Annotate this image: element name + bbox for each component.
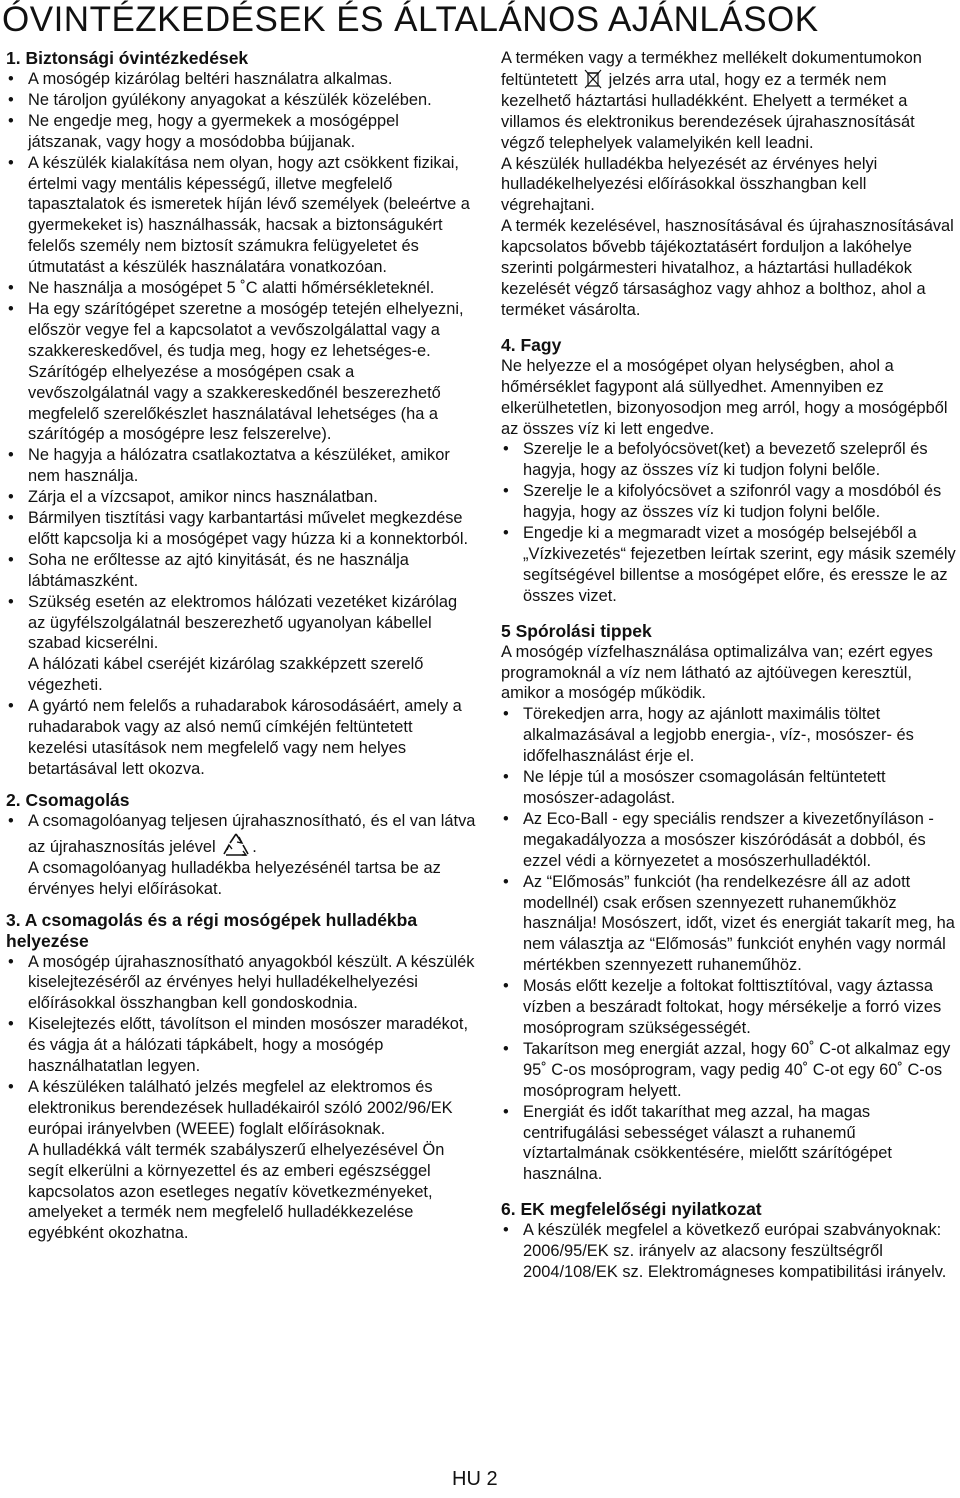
weee-paragraph [501,48,956,154]
bullet: • [8,299,14,318]
bullet: • [503,1039,509,1058]
bullet: • [503,440,509,459]
list-item [6,111,476,153]
list-item-text: Soha ne erőltesse az ajtó kinyitását, és ne használja lábtámaszként. [28,550,409,590]
list-item-text: Ne lépje túl a mosószer csomagolásán feltüntetett mosószer-adagolást. [523,768,886,807]
bullet: • [8,1015,14,1034]
bullet: • [8,488,14,507]
section-heading-declaration: 6. EK megfelelőségi nyilatkozat [501,1199,762,1220]
bullet: • [503,705,509,724]
bullet: • [503,872,509,891]
directive-line: 2004/108/EK sz. Elektromágneses kompatibilitási irányelv. [523,1263,947,1282]
bullet: • [8,1077,14,1096]
section-heading-safety: 1. Biztonsági óvintézkedések [6,48,249,68]
recycling-icon [220,832,252,858]
list-item [6,153,476,278]
packaging-note: A csomagolóanyag hulladékba helyezésénél tartsa be az érvényes helyi előírásokat. [28,858,441,898]
list-item-text: Ha egy szárítógépet szeretne a mosógép tetején elhelyezni, először vegye fel a kapcsolatot a vevőszolgálattal vagy a szakkereskedővel, és tudja meg, hogy ez lehetséges-e. [28,299,464,360]
list-item-text: Zárja el a vízcsapot, amikor nincs használatban. [28,488,378,507]
list-item-text: Takarítson meg energiát azzal, hogy 60˚ C-ot alkalmaz egy 95˚ C-os mosóprogram, vagy pedig 40˚ C-ot egy 60˚ C-os mosóprogram helyett. [523,1039,951,1100]
list-item-text: Az Eco-Ball - egy speciális rendszer a kivezetőnyíláson - megakadályozza a mosószer kiszóródását a dobból, és ezzel védi a környezetet a mosószerhulladéktól. [523,809,934,870]
recycling-info-paragraph: A termék kezelésével, hasznosításával és újrahasznosításával kapcsolatos bővebb tájékoztatásért forduljon a lakóhelye szerinti polgármesteri hivatalhoz, a háztartási hulladékok kezelését végző társasághoz vagy ahhoz a bolthoz, ahol a terméket vásárolta. [501,217,954,319]
list-item [501,1220,956,1241]
bullet: • [8,446,14,465]
bullet: • [503,809,509,828]
saving-intro: A mosógép vízfelhasználása optimalizálva van; ezért egyes programoknál a víz nem látható az ajtóüvegen keresztül, amikor a mosógép működik. [501,642,933,703]
list-item [6,952,476,1015]
list-item-text: Az “Előmosás” funkciót (ha rendelkezésre áll az adott modellnél) csak erősen szennyezett ruhaneműkhöz használja! Mosószert, időt, vizet és energiát takarít meg, ha nem választja az “Előmosás” funkciót enyhén vagy normál mértékben szennyezett ruhaneműhöz. [523,872,955,975]
list-item-text: Ne használja a mosógépet 5 ˚C alatti hőmérsékleteknél. [28,279,435,298]
list-item [501,976,956,1039]
list-item-text: Ne engedje meg, hogy a gyermekek a mosógéppel játszanak, vagy hogy a mosódobba bújjanak. [28,111,399,151]
bullet: • [503,977,509,996]
bullet: • [503,524,509,543]
frost-intro: Ne helyezze el a mosógépet olyan helységben, ahol a hőmérséklet fagypont alá süllyedhet. Amennyiben ez elkerülhetetlen, bizonyosodjon meg arról, hogy a mosógépből az összes víz ki lett engedve. [501,356,948,438]
bullet: • [503,1102,509,1121]
directive-line: 2006/95/EK sz. irányelv az alacsony feszültségről [523,1242,883,1261]
list-item-text: A gyártó nem felelős a ruhadarabok károsodásáért, amely a ruhadarabok vagy az alsó nemű címkéjén feltüntetett kezelési utasítások nem megfelelő vagy nem helyes betartásával lett okozva. [28,697,462,778]
bullet: • [8,111,14,130]
list-item [6,90,476,111]
list-item [6,508,476,550]
section-heading-frost: 4. Fagy [501,334,562,355]
list-item-text-end: . [252,837,257,856]
list-item-text: Ne tároljon gyúlékony anyagokat a készülék közelében. [28,90,432,109]
bullet: • [8,509,14,528]
left-column [6,48,476,1244]
section-heading-disposal: 3. A csomagolás és a régi mosógépek hulladékba helyezése [6,909,418,951]
list-item [6,811,476,858]
list-item [501,1102,956,1186]
list-item [6,1014,476,1077]
weee-text-a: A terméken vagy a termékhez mellékelt dokumentumokon feltüntetett [501,49,922,89]
list-item-text: A készüléken található jelzés megfelel az elektromos és elektronikus berendezések hulladékairól szóló 2002/96/EK európai irányelvben (WEEE) foglalt előírásoknak. [28,1077,453,1138]
list-item-text: Szerelje le a kifolyócsövet a szifonról vagy a mosdóból és hagyja, hogy az összes víz ki tudjon folyni belőle. [523,482,942,522]
disposal-rules-paragraph: A készülék hulladékba helyezését az érvényes helyi hulladékelhelyezési előírásokkal összhangban kell végrehajtani. [501,154,878,215]
bullet: • [503,1221,509,1240]
dryer-note: Szárítógép elhelyezése a mosógépen csak a vevőszolgálatnál vagy a szakkereskedőnél beszerezhető megfelelő szerelőkészlet használatával lehetséges (ha a szárítógép a mosógépre lesz felszerelve). [28,362,441,444]
right-column [501,48,956,1283]
weee-text-b: jelzés arra utal, hogy ez a termék nem kezelhető háztartási hulladékként. Ehelyett a terméket a villamos és elektronikus berendezések újrahasznosítását végző telephelyek valamelyikén kell leadni. [501,70,915,152]
bullet: • [8,550,14,569]
list-item-text: Kiselejtezés előtt, távolítson el minden mosószer maradékot, és vágja át a hálózati tápkábelt, hogy a mosógép használhatatlan legyen. [28,1015,469,1076]
list-item-text: A készülék kialakítása nem olyan, hogy azt csökkent fizikai, értelmi vagy mentális képességű, illetve megfelelő tapasztalatok és ismeretek híján lévő személyek (beleértve a gyermekeket is) használhassák, hacsak a biztonságukért felelős személy nem biztosít számukra felügyeletet és útmutatást a készülék használatára vonatkozóan. [28,153,470,277]
list-item [6,550,476,592]
crossed-bin-icon [584,69,602,89]
page-title: ÓVINTÉZKEDÉSEK ÉS ÁLTALÁNOS AJÁNLÁSOK [2,0,819,39]
bullet: • [8,592,14,611]
list-item [501,523,956,607]
list-item-text: Mosás előtt kezelje a foltokat folttisztítóval, vagy áztassa vízben a beszáradt foltokat, hogy mérsékelje a forró vizes mosóprogram szükségességét. [523,977,942,1037]
list-item [501,704,956,767]
list-item-text: A mosógép kizárólag beltéri használatra alkalmas. [28,70,393,88]
page-number: HU 2 [452,1468,498,1490]
bullet: • [8,279,14,298]
list-item-text: Energiát és időt takaríthat meg azzal, ha magas centrifugálási sebességet választ a ruhanemű víztartalmának csökkentésére, mielőtt szárítógépet használna. [523,1102,892,1184]
bullet: • [8,153,14,172]
list-item [6,696,476,780]
list-item [6,592,476,655]
list-item [501,1039,956,1102]
section-heading-packaging: 2. Csomagolás [6,789,130,810]
list-item [6,69,476,90]
bullet: • [503,482,509,501]
bullet: • [8,697,14,716]
bullet: • [8,952,14,971]
list-item-text: Szükség esetén az elektromos hálózati vezetéket kizárólag az ügyfélszolgálatnál beszerezhető ugyanolyan kábellel szabad kicserélni. [28,592,458,653]
list-item [501,809,956,872]
list-item-text: A csomagolóanyag teljesen újrahasznosítható, és el van látva az újrahasznosítás jelével [28,811,476,856]
cable-note: A hálózati kábel cseréjét kizárólag szakképzett szerelő végezheti. [28,655,424,695]
list-item [501,481,956,523]
list-item-text: Bármilyen tisztítási vagy karbantartási művelet megkezdése előtt kapcsolja ki a mosógépet vagy húzza ki a konnektorból. [28,509,469,548]
list-item [501,872,956,977]
bullet: • [8,70,14,88]
list-item-text: Ne hagyja a hálózatra csatlakoztatva a készüléket, amikor nem használja. [28,446,450,486]
list-item [6,487,476,508]
list-item-text: Szerelje le a befolyócsövet(ket) a bevezető szelepről és hagyja, hogy az összes víz ki tudjon folyni belőle. [523,440,928,480]
section-heading-saving-tips: 5 Spórolási tippek [501,620,652,641]
list-item [501,439,956,481]
bullet: • [8,811,14,830]
list-item [6,278,476,299]
bullet: • [503,768,509,787]
list-item [501,767,956,809]
list-item [6,1077,476,1140]
disposal-note: A hulladékká vált termék szabályszerű elhelyezésével Ön segít elkerülni a környezettel és az emberi egészséggel kapcsolatos azon esetleges negatív következményeket, amelyeket a termék nem megfelelő hulladékkezelése egyébként okozhatna. [28,1140,445,1243]
list-item-text: Törekedjen arra, hogy az ajánlott maximális töltet alkalmazásával a legjobb energia-, víz-, mosószer- és időfelhasználást érje el. [523,705,914,766]
list-item [6,299,476,362]
list-item [6,445,476,487]
bullet: • [8,90,14,109]
list-item-text: Engedje ki a megmaradt vizet a mosógép belsejéből a „Vízkivezetés“ fejezetben leírtak szerint, egy másik személy segítségével billentse a mosógépet előre, és eressze le az összes vizet. [523,524,956,605]
list-item-text: A mosógép újrahasznosítható anyagokból készült. A készülék kiselejtezéséről az érvényes helyi hulladékelhelyezési előírásokkal összhangban kell gondoskodnia. [28,952,475,1013]
list-item-text: A készülék megfelel a következő európai szabványoknak: [523,1221,942,1240]
